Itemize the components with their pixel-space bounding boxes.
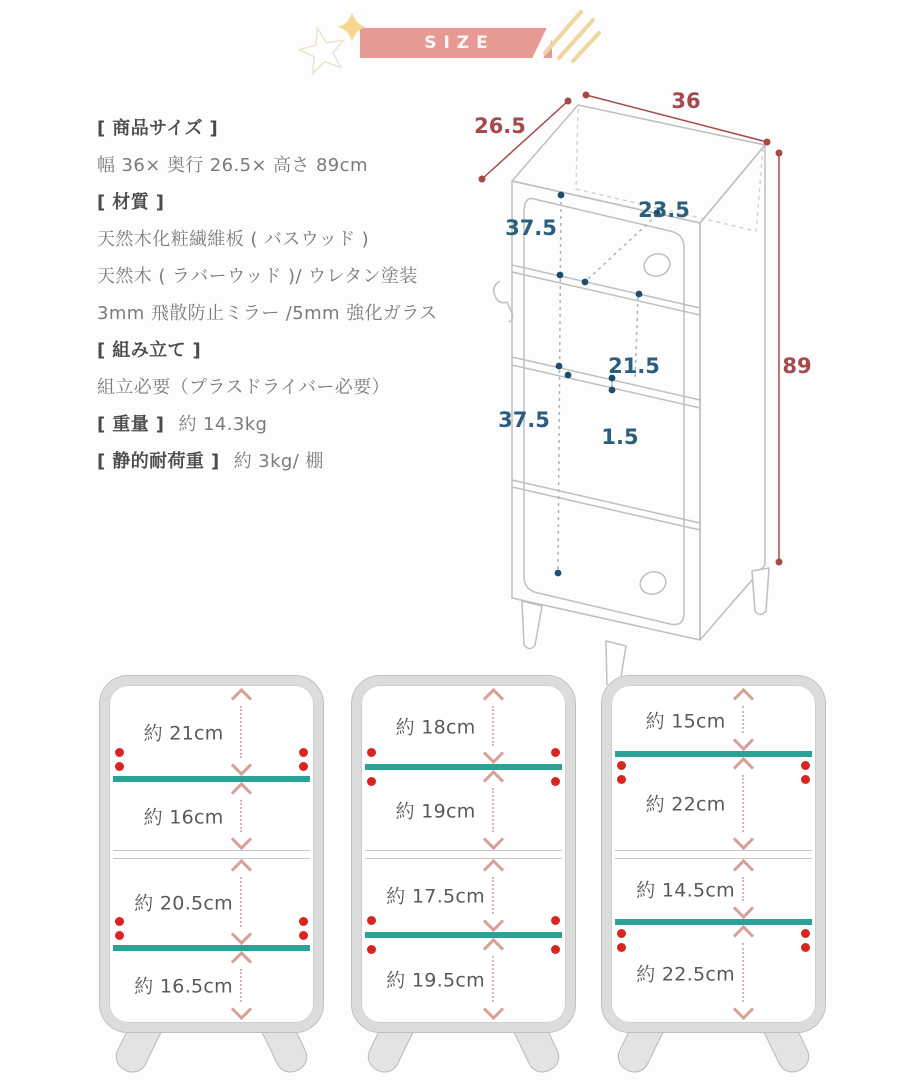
shelf-diagram-2 bbox=[352, 676, 575, 1032]
spec-material-3: 3mm 飛散防止ミラー /5mm 強化ガラス bbox=[97, 303, 438, 324]
shelf-section bbox=[112, 859, 311, 945]
measure-arrow bbox=[735, 862, 751, 917]
dim-thickness: 1.5 bbox=[601, 425, 639, 449]
spec-material-1: 天然木化粧繊維板 ( バスウッド ) bbox=[97, 229, 370, 250]
spec-load bbox=[97, 443, 477, 480]
cabinet-frame bbox=[352, 676, 575, 1032]
cabinet-frame bbox=[100, 676, 323, 1032]
measure-arrow bbox=[735, 928, 751, 1017]
spec-weight-value: 約 14.3kg bbox=[178, 414, 268, 435]
measure-arrow bbox=[233, 691, 249, 773]
movable-shelf bbox=[365, 764, 562, 770]
fixed-shelf bbox=[365, 850, 562, 859]
size-banner-title: SIZE bbox=[424, 33, 495, 53]
shelf-section bbox=[112, 688, 311, 776]
section-label: 約 19.5cm bbox=[386, 969, 485, 992]
dim-mid-height: 21.5 bbox=[608, 354, 660, 378]
measure-arrow bbox=[485, 691, 501, 761]
cabinet-line-art bbox=[460, 85, 909, 685]
section-label: 約 18cm bbox=[395, 716, 476, 739]
movable-shelf bbox=[615, 751, 812, 757]
fixed-shelf bbox=[113, 850, 310, 859]
spec-load-label: [ 静的耐荷重 ] bbox=[97, 451, 220, 472]
movable-shelf bbox=[113, 776, 310, 782]
measure-arrow bbox=[233, 862, 249, 942]
sparkle-icon bbox=[338, 12, 366, 42]
spec-assembly-value: 組立必要（プラスドライバー必要） bbox=[97, 377, 390, 398]
section-label: 約 20.5cm bbox=[134, 892, 233, 915]
cabinet-frame bbox=[602, 676, 825, 1032]
section-label: 約 14.5cm bbox=[636, 879, 735, 902]
dim-depth: 26.5 bbox=[474, 114, 526, 138]
dim-width: 36 bbox=[671, 89, 701, 113]
star-icon bbox=[296, 24, 349, 75]
measure-arrow bbox=[485, 941, 501, 1017]
movable-shelf bbox=[113, 945, 310, 951]
shelf-section bbox=[364, 859, 563, 933]
spec-weight-label: [ 重量 ] bbox=[97, 414, 165, 435]
section-label: 約 16.5cm bbox=[134, 975, 233, 998]
shelf-section bbox=[614, 859, 813, 920]
section-label: 約 15cm bbox=[645, 710, 726, 733]
fixed-shelf bbox=[615, 850, 812, 859]
shelf-section bbox=[112, 782, 311, 849]
shelf-section bbox=[614, 688, 813, 751]
header-decoration bbox=[288, 0, 618, 80]
shelf-section bbox=[112, 951, 311, 1020]
measure-arrow bbox=[233, 785, 249, 846]
spec-list bbox=[97, 110, 477, 480]
section-label: 約 16cm bbox=[143, 806, 224, 829]
dim-upper-height: 37.5 bbox=[505, 216, 557, 240]
shelf-section bbox=[614, 757, 813, 849]
section-label: 約 17.5cm bbox=[386, 885, 485, 908]
shelf-section bbox=[614, 925, 813, 1020]
dim-height: 89 bbox=[782, 354, 812, 378]
dim-lower-height: 37.5 bbox=[498, 408, 550, 432]
measure-dots bbox=[555, 192, 661, 577]
dim-door-diag: 23.5 bbox=[638, 198, 690, 222]
measure-arrow bbox=[735, 691, 751, 748]
spec-heading-assembly: [ 組み立て ] bbox=[97, 340, 202, 361]
measure-arrow bbox=[485, 862, 501, 930]
section-label: 約 22cm bbox=[645, 793, 726, 816]
section-label: 約 22.5cm bbox=[636, 963, 735, 986]
shelf-section bbox=[364, 938, 563, 1020]
spec-material-2: 天然木 ( ラバーウッド )/ ウレタン塗装 bbox=[97, 266, 418, 287]
movable-shelf bbox=[615, 919, 812, 925]
spec-weight bbox=[97, 406, 477, 443]
spec-heading-size: [ 商品サイズ ] bbox=[97, 118, 219, 139]
spec-heading-material: [ 材質 ] bbox=[97, 192, 165, 213]
measure-arrow bbox=[485, 773, 501, 847]
movable-shelf bbox=[365, 932, 562, 938]
shelf-diagram-1 bbox=[100, 676, 323, 1032]
shelf-diagram-3 bbox=[602, 676, 825, 1032]
spec-load-value: 約 3kg/ 棚 bbox=[233, 451, 324, 472]
measure-arrow bbox=[233, 954, 249, 1017]
shelf-section bbox=[364, 770, 563, 850]
iso-cabinet-diagram bbox=[460, 85, 909, 685]
measure-arrow bbox=[735, 760, 751, 846]
spec-size-value: 幅 36× 奥行 26.5× 高さ 89cm bbox=[97, 155, 368, 176]
section-label: 約 19cm bbox=[395, 800, 476, 823]
shelf-section bbox=[364, 688, 563, 764]
section-label: 約 21cm bbox=[143, 722, 224, 745]
